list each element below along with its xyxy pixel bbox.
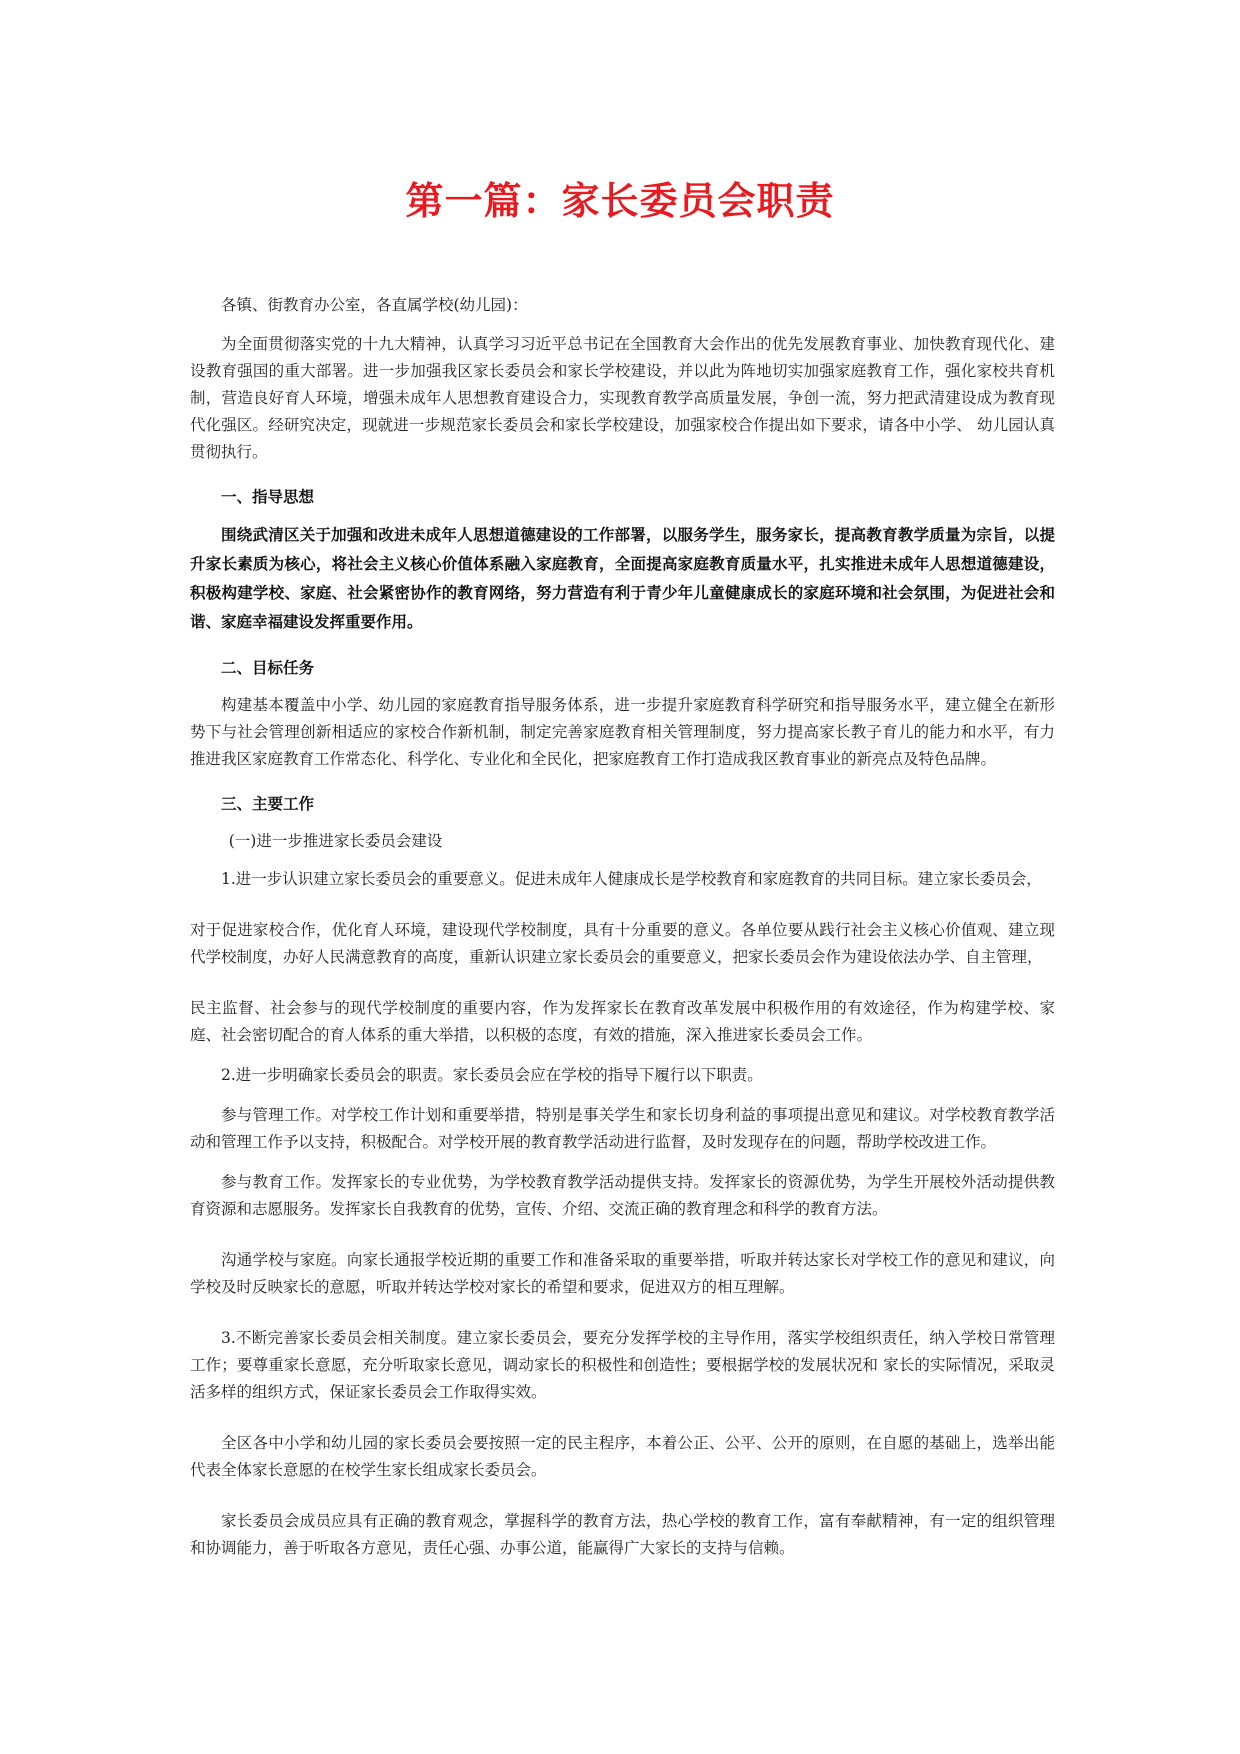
item-1-paragraph-a: 1.进一步认识建立家长委员会的重要意义。促进未成年人健康成长是学校教育和家庭教育的共同目标。建立家长委员会，: [221, 870, 1042, 888]
guiding-ideology-paragraph: 围绕武清区关于加强和改进未成年人思想道德建设的工作部署，以服务学生，服务家长，提高教育教学质量为宗旨，以提升家长素质为核心，将社会主义核心价值体系融入家庭教育，全面提高家庭教育质量水平，扎实推进未成年人思想道德建设， 积极构建学校、家庭、社会紧密协作的教育网络，努力营造有利于青少年儿童健康成长的家庭环境和社会氛围，为促进社会和 谐、家庭幸福建设发挥重要作用。: [190, 526, 1055, 631]
item-1-paragraph-c: 民主监督、社会参与的现代学校制度的重要内容，作为发挥家长在教育改革发展中积极作用的有效途径，作为构建学校、家庭、社会密切配合的育人体系的重大举措，以积极的态度，有效的措施，深入推进家长委员会工作。: [190, 999, 1055, 1044]
election-paragraph: 全区各中小学和幼儿园的家长委员会要按照一定的民主程序，本着公正、公平、公开的原则，在自愿的基础上，选举出能 代表全体家长意愿的在校学生家长组成家长委员会。: [190, 1434, 1055, 1479]
page-title: 第一篇：家长委员会职责: [405, 179, 835, 223]
salutation: 各镇、街教育办公室，各直属学校(幼儿园)：: [221, 296, 528, 314]
intro-paragraph: 为全面贯彻落实党的十九大精神，认真学习习近平总书记在全国教育大会作出的优先发展教育事业、加快教育现代化、建设教育强国的重大部署。进一步加强我区家长委员会和家长学校建设，并以此为阵地切实加强家庭教育工作，强化家校共育机制，营造良好育人环境，增强未成年人思想教育建设合力，实现教育教学高质量发展，争创一流，努力把武清建设成为教育现代化强区。经研究决定，现就进一步规范家长委员会和家长学校建设，加强家校合作提出如下要求，请各中小学、 幼儿园认真贯彻执行。: [190, 335, 1055, 461]
duty-education-paragraph: 参与教育工作。发挥家长的专业优势，为学校教育教学活动提供支持。发挥家长的资源优势，为学生开展校外活动提供教 育资源和志愿服务。发挥家长自我教育的优势，宣传、介绍、交流正确的教育理念和科学的教育方法。: [190, 1173, 1055, 1218]
section-heading-main-work: 三、主要工作: [221, 795, 315, 813]
item-3-paragraph: 3.不断完善家长委员会相关制度。建立家长委员会，要充分发挥学校的主导作用，落实学校组织责任，纳入学校日常管理工作；要尊重家长意愿，充分听取家长意见，调动家长的积极性和创造性；要根据学校的发展状况和 家长的实际情况，采取灵 活多样的组织方式，保证家长委员会工作取得实效。: [190, 1329, 1055, 1401]
member-qualification-paragraph: 家长委员会成员应具有正确的教育观念，掌握科学的教育方法，热心学校的教育工作，富有奉献精神，有一定的组织管理 和协调能力，善于听取各方意见，责任心强、办事公道，能赢得广大家长的支持与信赖。: [190, 1512, 1055, 1557]
subsection-heading: (一)进一步推进家长委员会建设: [228, 832, 443, 850]
duty-management-paragraph: 参与管理工作。对学校工作计划和重要举措，特别是事关学生和家长切身利益的事项提出意见和建议。对学校教育教学活 动和管理工作予以支持，积极配合。对学校开展的教育教学活动进行监督，及时发现存在的问题，帮助学校改进工作。: [190, 1106, 1055, 1151]
section-heading-guiding-ideology: 一、指导思想: [221, 488, 315, 506]
goals-paragraph: 构建基本覆盖中小学、幼儿园的家庭教育指导服务体系，进一步提升家庭教育科学研究和指导服务水平，建立健全在新形势下与社会管理创新相适应的家校合作新机制，制定完善家庭教育相关管理制度，努力提高家长教子育儿的能力和水平，有力推进我区家庭教育工作常态化、科学化、专业化和全民化，把家庭教育工作打造成我区教育事业的新亮点及特色品牌。: [190, 696, 1055, 768]
item-1-paragraph-b: 对于促进家校合作，优化育人环境，建设现代学校制度，具有十分重要的意义。各单位要从践行社会主义核心价值观、建立现 代学校制度，办好人民满意教育的高度，重新认识建立家长委员会的重要意义，把家长委员会作为建设依法办学、自主管理，: [190, 921, 1055, 966]
item-2-paragraph: 2.进一步明确家长委员会的职责。家长委员会应在学校的指导下履行以下职责。: [221, 1066, 763, 1084]
duty-communication-paragraph: 沟通学校与家庭。向家长通报学校近期的重要工作和准备采取的重要举措，听取并转达家长对学校工作的意见和建议，向 学校及时反映家长的意愿，听取并转达学校对家长的希望和要求，促进双方的相互理解。: [190, 1251, 1055, 1296]
section-heading-goals: 二、目标任务: [221, 659, 315, 677]
document-body: [190, 292, 1055, 1575]
